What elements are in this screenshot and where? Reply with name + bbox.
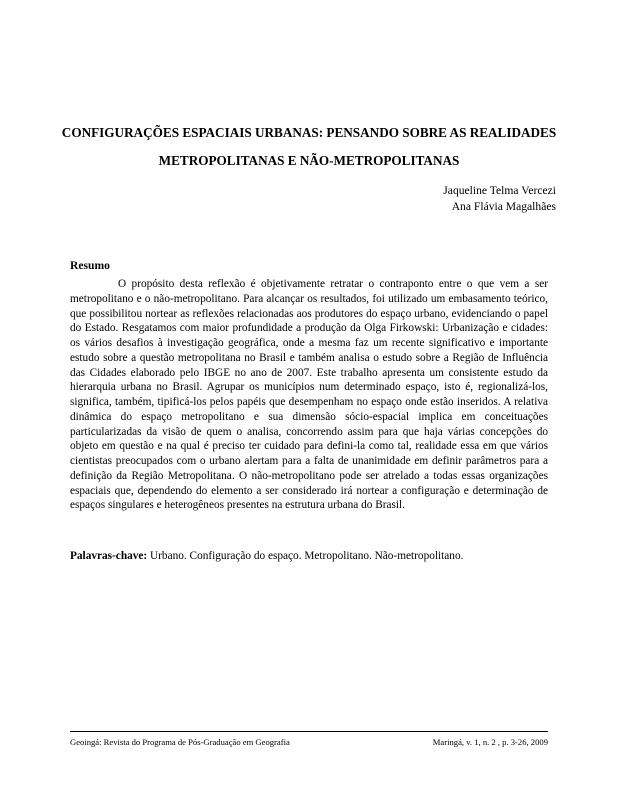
author-list [443, 183, 556, 215]
author-name: Ana Flávia Magalhães [451, 200, 556, 213]
footer-journal: Geoingá: Revista do Programa de Pós-Graduação em Geografia [70, 737, 290, 747]
keywords-line [70, 549, 548, 564]
author-name: Jaqueline Telma Vercezi [443, 184, 556, 197]
footer-divider [70, 731, 548, 732]
abstract-text: O propósito desta reflexão é objetivamente retratar o contraponto entre o que vem a ser metropolitano e o não-metropolitano. Para alcançar os resultados, foi utilizado um embasamento teórico, que possibilitou nortear as reflexões relacionadas aos produtores do espaço urbano, evidenciando o papel do Estado. Resgatamos com maior profundidade a produção da Olga Firkowski: Urbanização e cidades: os vários desafios à investigação geográfica, onde a mesma faz um recente significativo e importante estudo sobre a questão metropolitana no Brasil e também analisa o estudo sobre a Região de Influência das Cidades elaborado pelo IBGE no ano de 2007. Este trabalho apresenta um consistente estudo da hierarquia urbana no Brasil. Agrupar os municípios num determinado espaço, isto é, regionalizá-los, significa, também, tipificá-los pelos papéis que desempenham no espaço onde estão inseridos. A relativa dinâmica do espaço metropolitano e sua dimensão sócio-espacial implica em conceituações particularizadas da visão de quem o analisa, concorrendo assim para que haja várias concepções do objeto em questão e na qual é preciso ter cuidado para defini-la como tal, realidade essa em que vários cientistas preocupados com o urbano alertam para a falta de unanimidade em definir parâmetros para a definição da Região Metropolitana. O não-metropolitano pode ser atrelado a todas essas organizações espaciais que, dependendo do elemento a ser considerado irá nortear a configuração e determinação de espaços singulares e heterogêneos presentes na estrutura urbana do Brasil. [70, 278, 548, 512]
keywords-label: Palavras-chave: [70, 550, 148, 562]
abstract-heading: Resumo [70, 259, 110, 272]
footer-citation: Maringá, v. 1, n. 2 , p. 3-26, 2009 [432, 737, 548, 747]
keywords-text: Urbano. Configuração do espaço. Metropolitano. Não-metropolitano. [150, 550, 464, 562]
paper-title: CONFIGURAÇÕES ESPACIAIS URBANAS: PENSANDO SOBRE AS REALIDADES METROPOLITANAS E NÃO-METROPOLITANAS [61, 125, 557, 168]
